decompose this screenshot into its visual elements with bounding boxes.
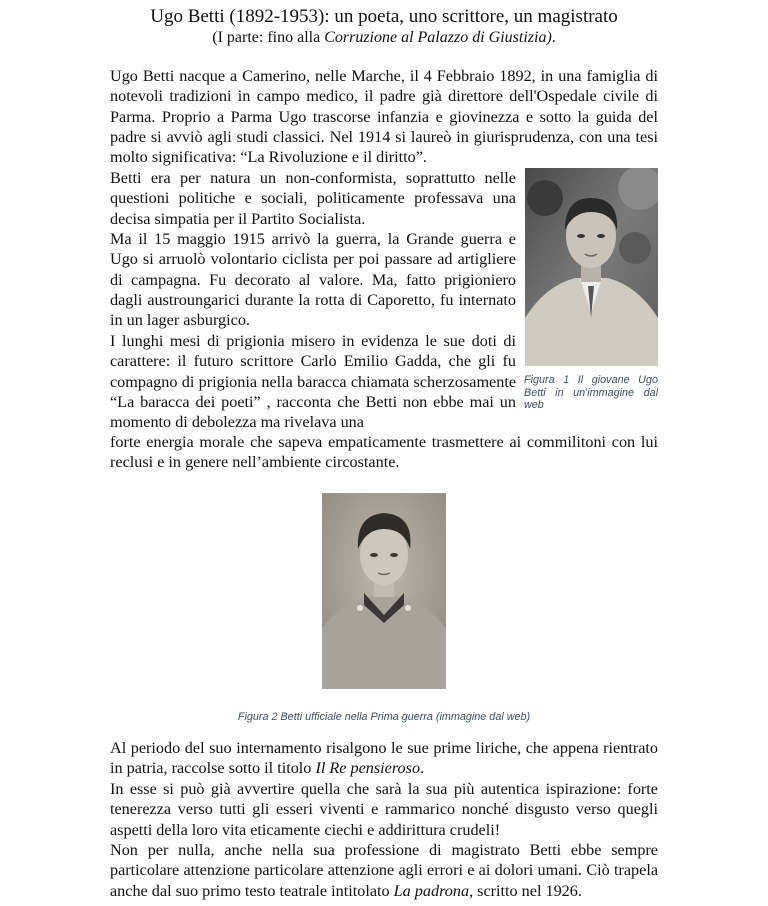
page-title: Ugo Betti (1892-1953): un poeta, uno scrittore, un magistrato [150,6,618,27]
portrait-young-betti-photo [525,168,658,366]
paragraph-magistrate [110,840,658,901]
play-title-la-padrona: La padrona [393,881,470,900]
figure-1-caption: Figura 1 Il giovane Ugo Betti in un'immagine dal web [524,374,658,411]
page-subtitle [0,28,768,48]
paragraph-prison-continued: forte energia morale che sapeva empaticamente trasmettere ai commilitoni con lui reclusi e in genere nell’ambiente circostante. [110,433,658,472]
paragraph-magistrate-end: , scritto nel 1926. [469,881,582,900]
figure-2-caption: Figura 2 Betti ufficiale nella Prima guerra (immagine dal web) [237,711,531,723]
paragraph-poems-text: Al periodo del suo internamento risalgono le sue prime liriche, che appena rientrato in patria, raccolse sotto il titolo [110,739,658,778]
officer-betti-photo [322,493,446,689]
paragraph-nonconformist: Betti era per natura un non-conformista, soprattutto nelle questioni politiche e sociali, politicamente professava una decisa simpatia per il Partito Socialista. [110,169,516,228]
subtitle-end: . [551,29,556,46]
paragraph-prison: I lunghi mesi di prigionia misero in evidenza le sue doti di carattere: il futuro scrittore Carlo Emilio Gadda, che gli fu compagno di prigionia nella baracca chiamata scherzosamente “La baracca dei poeti” , racconta che Betti non ebbe mai un momento di debolezza ma rivelava una [110,332,516,432]
subtitle-text: (I parte: fino alla [212,29,325,46]
paragraph-birth: Ugo Betti nacque a Camerino, nelle Marche, il 4 Febbraio 1892, in una famiglia di notevoli tradizioni in campo medico, il padre già direttore dell'Ospedale civile di Parma. Proprio a Parma Ugo trascorse infanzia e giovinezza e sotto la guida del padre si avviò agli studi classici. Nel 1914 si laureò in giurisprudenza, con una tesi molto significativa: “La Rivoluzione e il diritto”. [110,67,658,167]
paragraph-poems [110,738,658,779]
paragraph-magistrate-text: Non per nulla, anche nella sua professione di magistrato Betti ebbe sempre particolare attenzione particolare attenzione agli errori e ai dolori umani. Ciò trapela anche dal suo primo testo teatrale intitolato [110,841,658,900]
paragraph-war: Ma il 15 maggio 1915 arrivò la guerra, la Grande guerra e Ugo si arruolò volontario ciclista per poi passare ad artigliere di campagna. Fu decorato al valore. Ma, fatto prigioniero dagli austroungarici durante la rotta di Caporetto, fu internato in un lager asburgico. [110,230,516,330]
subtitle-italic: Corruzione al Palazzo di Giustizia) [324,29,552,46]
paragraph-poems-end: . [420,759,425,778]
paragraph-inspiration: In esse si può già avvertire quella che sarà la sua più autentica ispirazione: forte tenerezza verso tutti gli esseri viventi e rammarico nonché disgusto verso quegli aspetti della loro vita eticamente ciechi e addirittura crudeli! [110,780,658,839]
book-title-re-pensieroso: Il Re pensieroso [315,759,421,778]
